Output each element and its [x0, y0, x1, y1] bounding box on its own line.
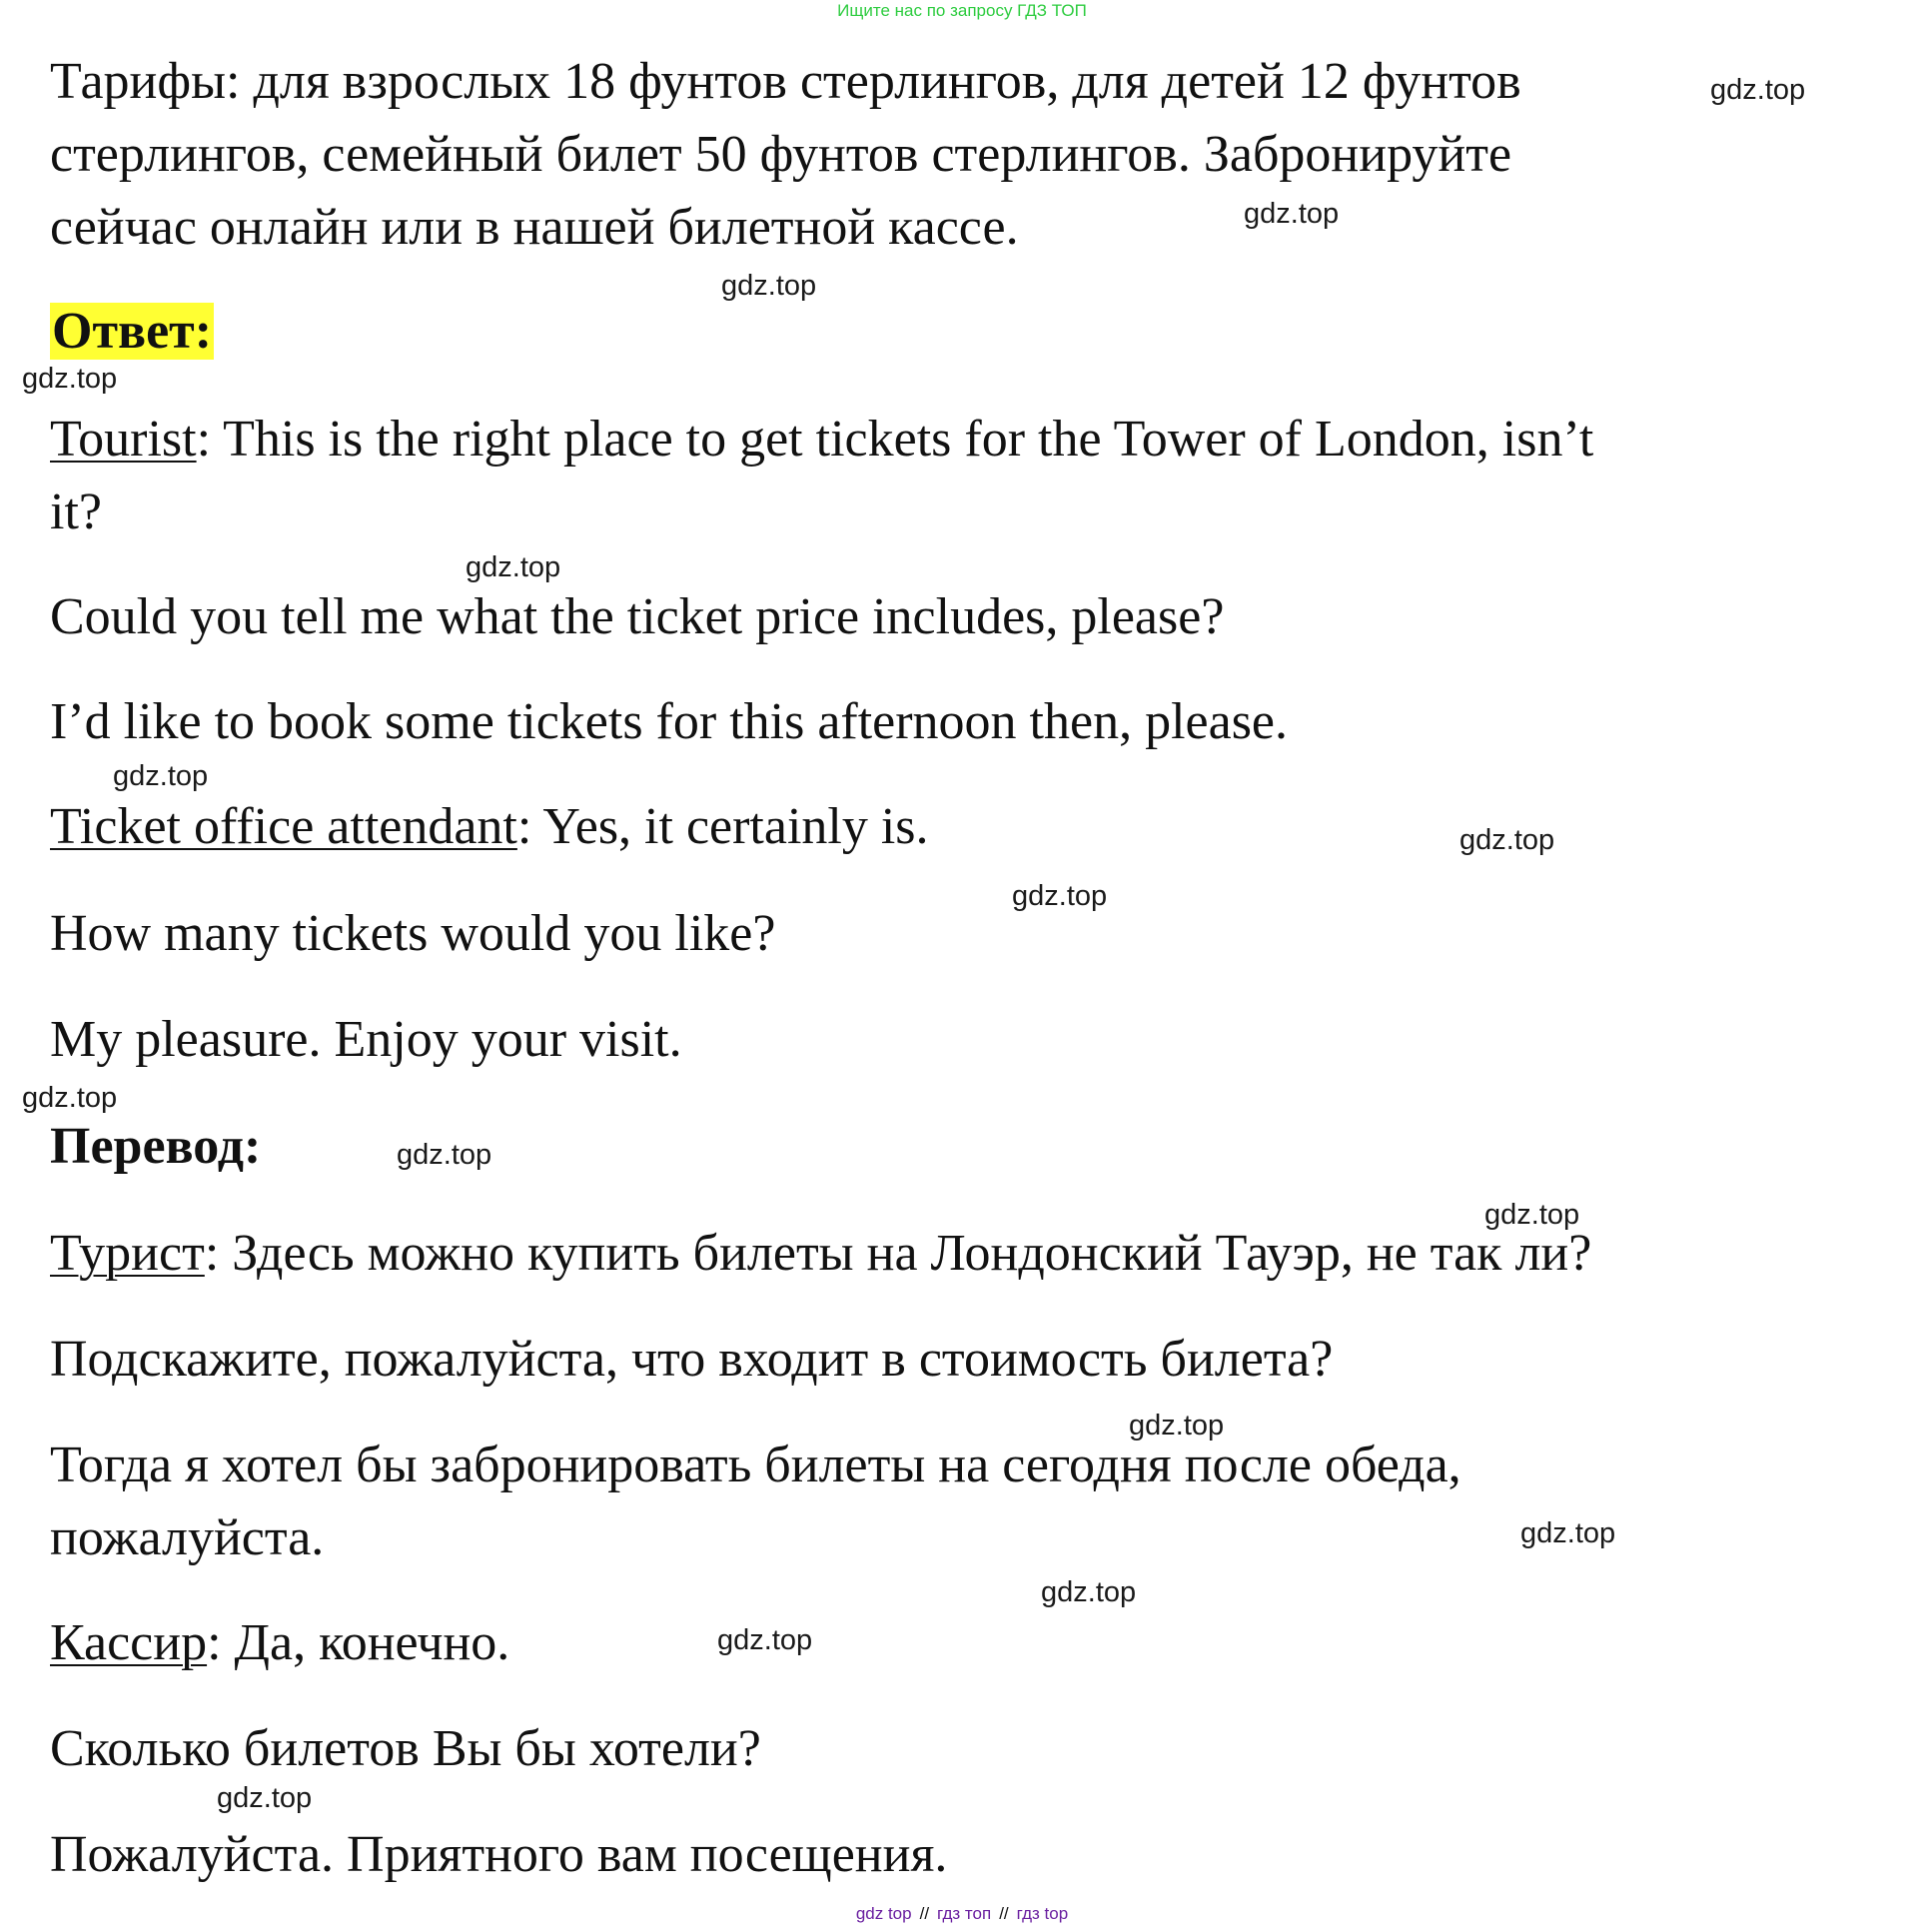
cashier-speaker-label: Кассир	[50, 1614, 208, 1671]
answer-attendant-line-2: How many tickets would you like?	[50, 905, 776, 962]
translation-cashier-line-3: Пожалуйста. Приятного вам посещения.	[50, 1826, 948, 1883]
translation-tourist-line-3b: пожалуйста.	[50, 1509, 325, 1566]
watermark: gdz.top	[1710, 74, 1806, 106]
intro-line-3: сейчас онлайн или в нашей билетной кассе.	[50, 199, 1019, 256]
translation-heading: Перевод:	[50, 1118, 262, 1175]
translation-cashier-line-2: Сколько билетов Вы бы хотели?	[50, 1720, 761, 1777]
intro-line-2: стерлингов, семейный билет 50 фунтов стерлингов. Забронируйте	[50, 126, 1512, 183]
bottom-separator: //	[919, 1904, 930, 1923]
bottom-link-gdz-top-ru[interactable]: гдз топ	[937, 1904, 992, 1923]
answer-tourist-line-1-cont: it?	[50, 483, 102, 540]
answer-tourist-line-1	[50, 410, 1593, 470]
top-banner[interactable]: Ищите нас по запросу ГДЗ ТОП	[837, 1, 1087, 20]
answer-tourist-line-2: Could you tell me what the ticket price includes, please?	[50, 588, 1225, 645]
watermark: gdz.top	[217, 1782, 313, 1814]
watermark: gdz.top	[717, 1624, 813, 1656]
bottom-separator: //	[999, 1904, 1009, 1923]
bottom-banner	[0, 1902, 1924, 1926]
watermark: gdz.top	[1484, 1199, 1580, 1231]
watermark: gdz.top	[113, 760, 209, 792]
tourist-line-1-text: : This is the right place to get tickets for the Tower of London, isn’t	[196, 411, 1594, 468]
tourist-ru-speaker-label: Турист	[50, 1225, 205, 1282]
watermark: gdz.top	[721, 270, 817, 302]
watermark: gdz.top	[1129, 1410, 1225, 1442]
bottom-link-gdz-top[interactable]: gdz top	[855, 1904, 912, 1923]
watermark: gdz.top	[1012, 880, 1108, 912]
attendant-line-1-text: : Yes, it certainly is.	[516, 798, 929, 855]
translation-tourist-line-1	[50, 1224, 1591, 1284]
watermark: gdz.top	[466, 551, 561, 583]
tourist-ru-line-1-text: : Здесь можно купить билеты на Лондонский Тауэр, не так ли?	[204, 1225, 1592, 1282]
translation-tourist-line-2: Подскажите, пожалуйста, что входит в стоимость билета?	[50, 1331, 1334, 1388]
translation-cashier-line-1	[50, 1613, 509, 1673]
bottom-link-gdz-top-mixed[interactable]: гдз top	[1016, 1904, 1069, 1923]
watermark: gdz.top	[22, 1082, 118, 1114]
answer-attendant-line-3: My pleasure. Enjoy your visit.	[50, 1011, 682, 1068]
intro-line-1: Тарифы: для взрослых 18 фунтов стерлингов, для детей 12 фунтов	[50, 53, 1521, 110]
watermark: gdz.top	[1244, 198, 1340, 230]
tourist-speaker-label: Tourist	[50, 411, 197, 468]
answer-heading-row	[50, 302, 214, 362]
watermark: gdz.top	[1459, 824, 1555, 856]
attendant-speaker-label: Ticket office attendant	[50, 798, 517, 855]
cashier-line-1-text: : Да, конечно.	[207, 1614, 510, 1671]
watermark: gdz.top	[22, 363, 118, 395]
watermark: gdz.top	[1520, 1517, 1616, 1549]
answer-tourist-line-3: I’d like to book some tickets for this afternoon then, please.	[50, 693, 1289, 750]
answer-heading: Ответ:	[52, 303, 213, 360]
translation-tourist-line-3a: Тогда я хотел бы забронировать билеты на сегодня после обеда,	[50, 1437, 1461, 1493]
watermark: gdz.top	[1041, 1576, 1137, 1608]
answer-attendant-line-1	[50, 797, 929, 857]
watermark: gdz.top	[397, 1139, 492, 1171]
